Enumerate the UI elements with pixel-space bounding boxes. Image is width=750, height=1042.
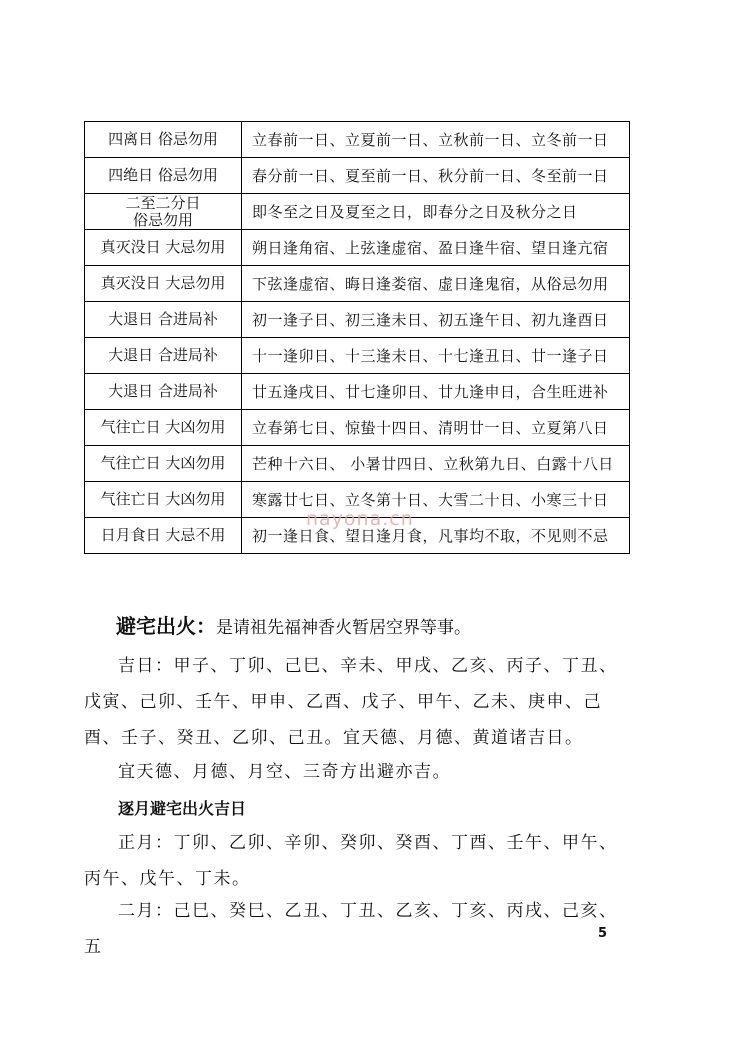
table-row	[85, 410, 630, 446]
day-name: 气往亡日 大凶勿用	[100, 490, 226, 508]
day-name: 真灭没日 大忌勿用	[100, 238, 226, 256]
day-name: 日月食日 大忌不用	[100, 526, 226, 544]
page-number: 5	[598, 926, 608, 941]
day-name: 气往亡日 大凶勿用	[100, 418, 226, 436]
day-name: 真灭没日 大忌勿用	[100, 274, 226, 292]
taboo-days-table	[84, 121, 630, 554]
day-name: 四离日 俗忌勿用	[108, 130, 218, 148]
day-rule-cell: 即冬至之日及夏至之日，即春分之日及秋分之日	[242, 194, 630, 230]
day-name-note: 俗忌勿用	[132, 210, 193, 229]
section-heading	[116, 610, 471, 639]
day-name-cell	[85, 194, 242, 230]
section-title: 避宅出火：	[116, 614, 216, 638]
table-row	[85, 122, 630, 158]
day-rule-cell: 朔日逢角宿、上弦逢虚宿、盈日逢牛宿、望日逢亢宿	[242, 230, 630, 266]
day-rule-cell: 十一逢卯日、十三逢未日、十七逢丑日、廿一逢子日	[242, 338, 630, 374]
day-name: 大退日 合进局补	[108, 346, 218, 364]
day-name-cell	[85, 446, 242, 482]
day-name-cell	[85, 158, 242, 194]
table-row	[85, 446, 630, 482]
table-row	[85, 266, 630, 302]
day-name: 四绝日 俗忌勿用	[108, 166, 218, 184]
day-name-cell	[85, 518, 242, 554]
day-name-cell	[85, 374, 242, 410]
day-rule-cell: 芒种十六日、 小暑廿四日、立秋第九日、白露十八日	[242, 446, 630, 482]
table-row	[85, 158, 630, 194]
day-rule-cell: 下弦逢虚宿、晦日逢娄宿、虚日逢鬼宿，从俗忌勿用	[242, 266, 630, 302]
day-rule-cell: 立春前一日、立夏前一日、立秋前一日、立冬前一日	[242, 122, 630, 158]
table-row	[85, 302, 630, 338]
day-name-cell	[85, 482, 242, 518]
section-title-text: 是请祖先福神香火暂居空界等事。	[216, 618, 471, 638]
watermark: nayona.cn	[306, 508, 414, 530]
day-name-cell	[85, 302, 242, 338]
day-name-cell	[85, 266, 242, 302]
lucky-days-paragraph: 吉日：甲子、丁卯、己巳、辛未、甲戌、乙亥、丙子、丁丑、戊寅、己卯、壬午、甲申、乙酉、戊子、甲午、乙未、庚申、己酉、壬子、癸丑、乙卯、己丑。宜天德、月德、黄道诸吉日。	[84, 656, 618, 748]
day-rule-cell: 初一逢日食、望日逢月食，凡事均不取，不见则不忌	[242, 518, 630, 554]
table-row	[85, 194, 630, 230]
day-name-cell	[85, 410, 242, 446]
day-name: 气往亡日 大凶勿用	[100, 454, 226, 472]
subheading: 逐月避宅出火吉日	[118, 799, 247, 818]
day-name-cell	[85, 338, 242, 374]
day-name-cell	[85, 122, 242, 158]
advice-paragraph: 宜天德、月德、月空、三奇方出避亦吉。	[118, 762, 451, 782]
day-rule-cell: 立春第七日、惊蛰十四日、清明廿一日、立夏第八日	[242, 410, 630, 446]
day-name: 大退日 合进局补	[108, 382, 218, 400]
day-name: 大退日 合进局补	[108, 310, 218, 328]
day-rule-cell: 寒露廿七日、立冬第十日、大雪二十日、小寒三十日	[242, 482, 630, 518]
day-name-cell	[85, 230, 242, 266]
day-rule-cell: 廿五逢戌日、廿七逢卯日、廿九逢申日，合生旺进补	[242, 374, 630, 410]
day-rule-cell: 初一逢子日、初三逢未日、初五逢午日、初九逢酉日	[242, 302, 630, 338]
table-row	[85, 230, 630, 266]
day-rule-cell: 春分前一日、夏至前一日、秋分前一日、冬至前一日	[242, 158, 630, 194]
table-row	[85, 374, 630, 410]
table-row	[85, 338, 630, 374]
day-name: 二至二分日	[125, 193, 201, 212]
month-1-paragraph: 正月：丁卯、乙卯、辛卯、癸卯、癸酉、丁酉、壬午、甲午、丙午、戊午、丁未。	[84, 833, 618, 889]
month-2-paragraph: 二月：己巳、癸巳、乙丑、丁丑、乙亥、丁亥、丙戌、己亥、五	[84, 901, 618, 957]
